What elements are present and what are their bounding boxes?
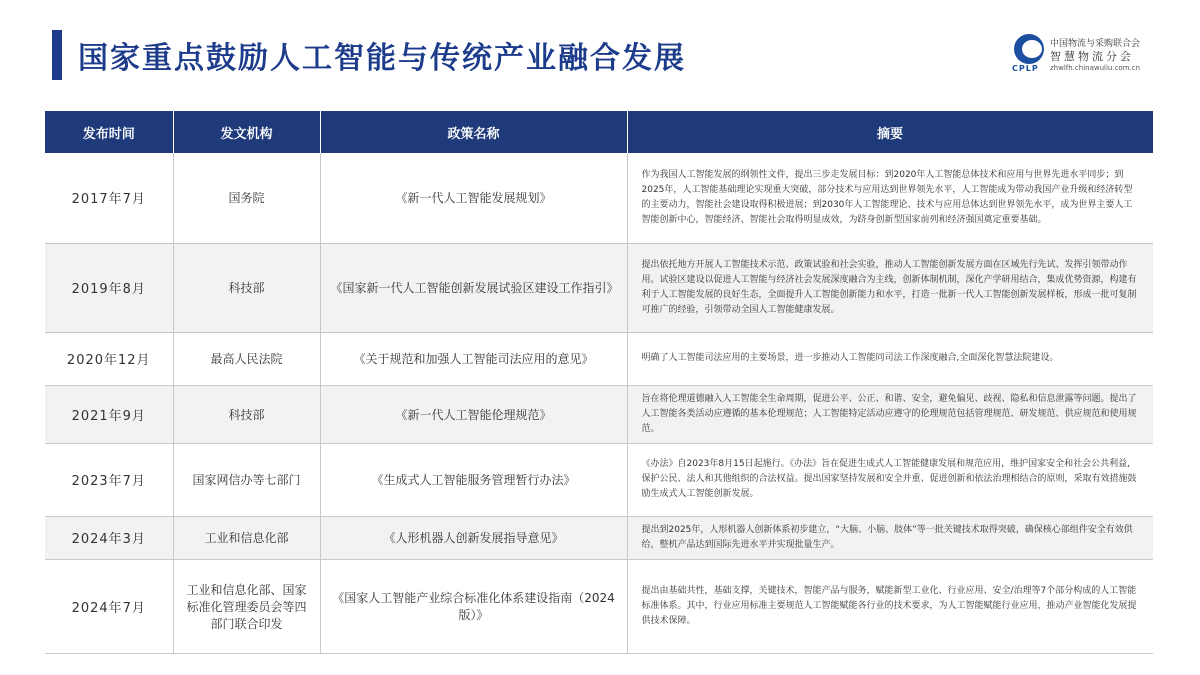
cell-org: 科技部 [173, 385, 320, 443]
cell-date: 2024年7月 [45, 559, 173, 653]
header-summary: 摘要 [627, 111, 1153, 153]
policy-table [45, 111, 1154, 654]
table-row [45, 443, 1153, 516]
cell-summary: 提出由基础共性，基础支撑，关键技术，智能产品与服务，赋能新型工业化、行业应用、安全/治理等7个部分构成的人工智能标准体系。其中，行业应用标准主要规范人工智能赋能各行业的技术要求，为人工智能赋能行业应用，推动产业智能化发展提供技术保障。 [627, 559, 1153, 653]
cell-summary: 作为我国人工智能发展的纲领性文件，提出三步走发展目标：到2020年人工智能总体技术和应用与世界先进水平同步；到2025年，人工智能基础理论实现重大突破，部分技术与应用达到世界领先水平，人工智能成为带动我国产业升级和经济转型的主要动力，智能社会建设取得积极进展；到2030年人工智能理论、技术与应用总体达到世界领先水平，成为世界主要人工智能创新中心，智能经济、智能社会取得明显成效，为跻身创新型国家前列和经济强国奠定重要基础。 [627, 153, 1153, 243]
cell-policy: 《新一代人工智能发展规划》 [320, 153, 627, 243]
cell-date: 2023年7月 [45, 443, 173, 516]
cell-policy: 《国家新一代人工智能创新发展试验区建设工作指引》 [320, 243, 627, 332]
cell-date: 2024年3月 [45, 516, 173, 559]
page-title: 国家重点鼓励人工智能与传统产业融合发展 [78, 41, 686, 76]
title-accent-bar [52, 30, 62, 80]
cell-policy: 《生成式人工智能服务管理暂行办法》 [320, 443, 627, 516]
table-header [45, 111, 1153, 153]
cell-summary: 提出到2025年，人形机器人创新体系初步建立，“大脑、小脑、肢体”等一批关键技术取得突破，确保核心部组件安全有效供给，整机产品达到国际先进水平并实现批量生产。 [627, 516, 1153, 559]
cell-summary: 《办法》自2023年8月15日起施行。《办法》旨在促进生成式人工智能健康发展和规范应用，维护国家安全和社会公共利益，保护公民、法人和其他组织的合法权益。提出国家坚持发展和安全并重、促进创新和依法治理相结合的原则，采取有效措施鼓励生成式人工智能创新发展。 [627, 443, 1153, 516]
table-row [45, 243, 1153, 332]
logo-abbr: CPLP [1012, 64, 1039, 73]
table-row [45, 516, 1153, 559]
cell-org: 科技部 [173, 243, 320, 332]
cell-org: 国务院 [173, 153, 320, 243]
header-date: 发布时间 [45, 111, 173, 153]
cell-org: 工业和信息化部、国家标准化管理委员会等四部门联合印发 [173, 559, 320, 653]
header-policy: 政策名称 [320, 111, 627, 153]
logo-branch: 智慧物流分会 [1050, 50, 1134, 63]
cell-summary: 提出依托地方开展人工智能技术示范、政策试验和社会实验，推动人工智能创新发展方面在区域先行先试、发挥引领带动作用。试验区建设以促进人工智能与经济社会发展深度融合为主线，创新体制机制，深化产学研用结合，集成优势资源，构建有利于人工智能发展的良好生态，全面提升人工智能创新能力和水平，打造一批新一代人工智能创新发展样板，形成一批可复制可推广的经验，引领带动全国人工智能健康发展。 [627, 243, 1153, 332]
cell-policy: 《新一代人工智能伦理规范》 [320, 385, 627, 443]
cell-date: 2019年8月 [45, 243, 173, 332]
logo [1012, 32, 1162, 76]
globe-logo-icon [1014, 34, 1044, 64]
cell-policy: 《人形机器人创新发展指导意见》 [320, 516, 627, 559]
cell-org: 最高人民法院 [173, 332, 320, 385]
header-org: 发文机构 [173, 111, 320, 153]
cell-org: 国家网信办等七部门 [173, 443, 320, 516]
cell-date: 2020年12月 [45, 332, 173, 385]
table-row [45, 153, 1153, 243]
cell-date: 2017年7月 [45, 153, 173, 243]
logo-url: zhwlfh.chinawuliu.com.cn [1050, 64, 1141, 72]
cell-summary: 明确了人工智能司法应用的主要场景，进一步推动人工智能同司法工作深度融合,全面深化智慧法院建设。 [627, 332, 1153, 385]
cell-policy: 《关于规范和加强人工智能司法应用的意见》 [320, 332, 627, 385]
table-row [45, 559, 1153, 653]
table-row [45, 385, 1153, 443]
logo-org: 中国物流与采购联合会 [1050, 39, 1141, 49]
cell-summary: 旨在将伦理道德融入人工智能全生命周期，促进公平、公正、和谐、安全，避免偏见、歧视、隐私和信息泄露等问题。提出了人工智能各类活动应遵循的基本伦理规范；人工智能特定活动应遵守的伦理规范包括管理规范、研发规范、供应规范和使用规范。 [627, 385, 1153, 443]
cell-date: 2021年9月 [45, 385, 173, 443]
table-row [45, 332, 1153, 385]
cell-policy: 《国家人工智能产业综合标准化体系建设指南（2024版）》 [320, 559, 627, 653]
cell-org: 工业和信息化部 [173, 516, 320, 559]
